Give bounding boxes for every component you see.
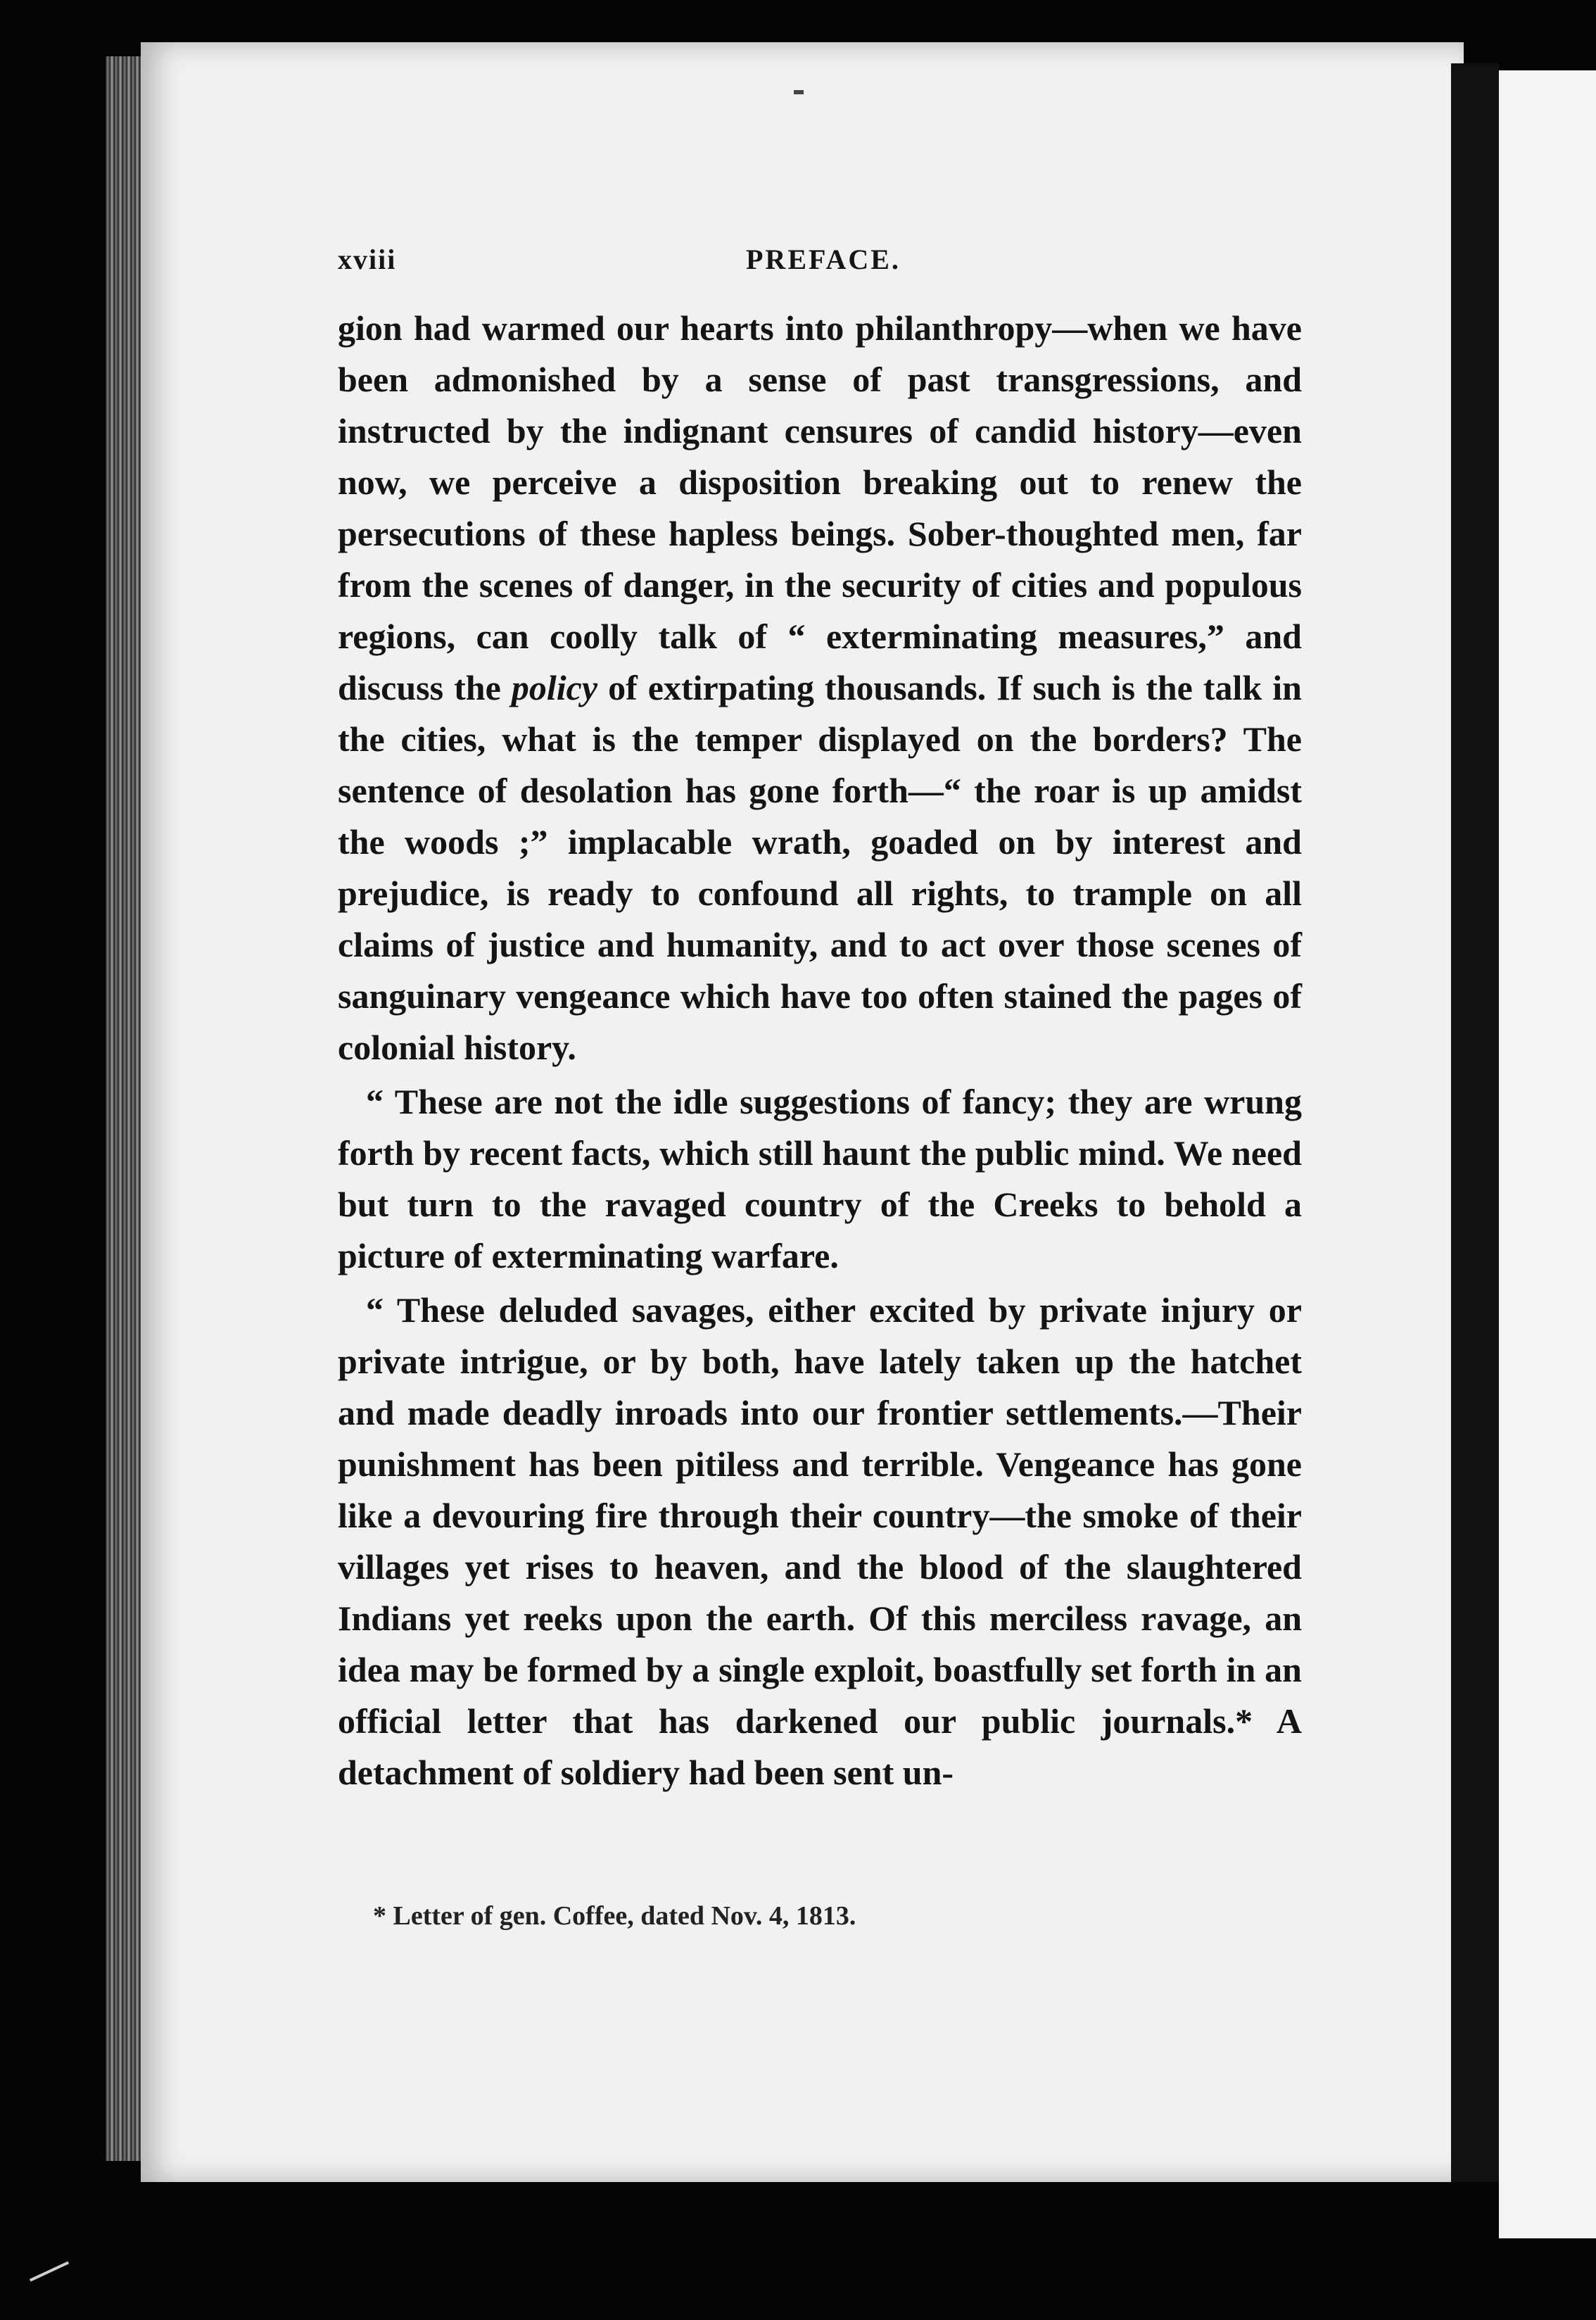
- emphasized-word: policy: [511, 668, 598, 707]
- paragraph-text: “ These deluded savages, either excited by private injury or private intrigue, or by both, have lately taken up the hatchet and made deadly inroads into our frontier settlements.—Their punishment has been pitiless and terrible. Vengeance has gone like a devouring fire through their country—the smoke of their villages yet rises to heaven, and the blood of the slaughtered Indians yet reeks upon the earth. Of this merciless ravage, an idea may be formed by a single exploit, boastfully set forth in an official letter that has darkened our public journals.* A detachment of soldiery had been sent un-: [338, 1290, 1302, 1792]
- running-title: PREFACE.: [746, 244, 901, 275]
- paragraph: [338, 303, 1302, 1073]
- paragraph: [338, 1285, 1302, 1798]
- book-gutter: [1451, 63, 1499, 2182]
- scan-artifact: [30, 2262, 69, 2282]
- footnote: * Letter of gen. Coffee, dated Nov. 4, 1813.: [373, 1901, 856, 1931]
- paragraph-text: gion had warmed our hearts into philanthropy—when we have been admonished by a sense of past transgressions, and instructed by the indignant censures of candid history—even now, we perceive a disposition breaking out to renew the persecutions of these hapless beings. Sober-thoughted men, far from the scenes of danger, in the security of cities and populous regions, can coolly talk of “ exterminating measures,” and discuss the: [338, 308, 1302, 707]
- paragraph-text: “ These are not the idle suggestions of fancy; they are wrung forth by recent facts, which still haunt the public mind. We need but turn to the ravaged country of the Creeks to behold a picture of exterminating warfare.: [338, 1082, 1302, 1275]
- paragraph-text: of extirpating thousands. If such is the talk in the cities, what is the temper displayed on the borders? The sentence of desolation has gone forth—“ the roar is up amidst the woods ;” implacable wrath, goaded on by interest and prejudice, is ready to confound all rights, to trample on all claims of justice and humanity, and to act over those scenes of sanguinary vengeance which have too often stained the pages of colonial history.: [338, 668, 1302, 1067]
- paragraph: [338, 1076, 1302, 1282]
- body-text: [338, 303, 1302, 1798]
- running-head: [338, 243, 1309, 285]
- facing-page-edge: [1499, 70, 1596, 2238]
- page-number: xviii: [338, 244, 397, 275]
- printer-mark: [794, 90, 804, 94]
